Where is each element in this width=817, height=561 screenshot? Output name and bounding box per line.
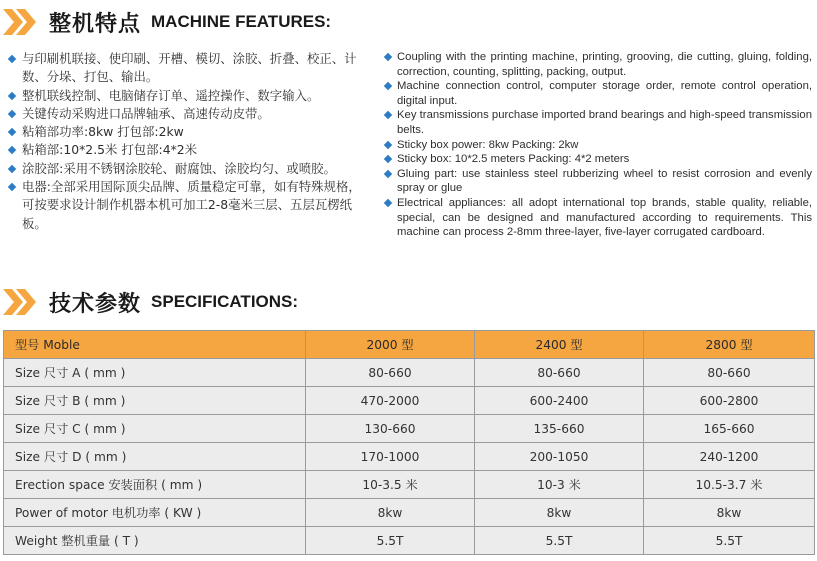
features-heading [0, 6, 331, 38]
table-cell: 80-660 [644, 359, 815, 387]
list-item: Sticky box: 10*2.5 meters Packing: 4*2 meters [384, 152, 812, 167]
list-item: 电器:全部采用国际顶尖品牌、质量稳定可靠，如有特殊规格，可按要求设计制作机器本机可加工2-8毫米三层、五层瓦楞纸板。 [8, 178, 373, 233]
table-cell: Power of motor 电机功率 ( KW ) [4, 499, 306, 527]
features-title-en: MACHINE FEATURES: [151, 12, 332, 31]
list-item: Machine connection control, computer storage order, remote control operation, digital input. [384, 79, 812, 108]
table-cell: 10-3 米 [475, 471, 644, 499]
bullet-diamond-icon [8, 146, 16, 154]
table-row [4, 415, 815, 443]
table-cell: 130-660 [306, 415, 475, 443]
bullet-diamond-icon [8, 165, 16, 173]
bullet-diamond-icon [384, 170, 392, 178]
bullet-diamond-icon [384, 82, 392, 90]
table-cell: 80-660 [306, 359, 475, 387]
list-item: 粘箱部:10*2.5米 打包部:4*2米 [8, 141, 373, 159]
table-cell: 10-3.5 米 [306, 471, 475, 499]
table-cell: 470-2000 [306, 387, 475, 415]
list-item: Electrical appliances: all adopt international top brands, stable quality, reliable, special, can be designed and manufactured according to requirements. This machine can process 2-8mm three-layer, five-layer corrugated cardboard. [384, 196, 812, 240]
table-cell: 135-660 [475, 415, 644, 443]
table-row [4, 387, 815, 415]
table-row [4, 527, 815, 555]
bullet-diamond-icon [384, 155, 392, 163]
table-cell: 170-1000 [306, 443, 475, 471]
bullet-diamond-icon [384, 53, 392, 61]
table-cell: 80-660 [475, 359, 644, 387]
specs-title-cn: 技术参数 [49, 291, 142, 317]
table-row [4, 443, 815, 471]
table-cell: 8kw [475, 499, 644, 527]
bullet-diamond-icon [8, 55, 16, 63]
table-cell: 600-2400 [475, 387, 644, 415]
table-header-cell: 型号 Moble [4, 331, 306, 359]
specs-title-en: SPECIFICATIONS: [151, 292, 299, 311]
table-cell: 165-660 [644, 415, 815, 443]
bullet-diamond-icon [384, 199, 392, 207]
table-row [4, 471, 815, 499]
list-item: 粘箱部功率:8kw 打包部:2kw [8, 123, 373, 141]
table-cell: Size 尺寸 D ( mm ) [4, 443, 306, 471]
table-cell: 10.5-3.7 米 [644, 471, 815, 499]
bullet-diamond-icon [384, 111, 392, 119]
table-cell: 5.5T [475, 527, 644, 555]
table-cell: Size 尺寸 A ( mm ) [4, 359, 306, 387]
list-item: Coupling with the printing machine, printing, grooving, die cutting, gluing, folding, correction, counting, splitting, packing, output. [384, 50, 812, 79]
list-item: Sticky box power: 8kw Packing: 2kw [384, 138, 812, 153]
double-chevron-icon [3, 6, 37, 38]
table-cell: 8kw [306, 499, 475, 527]
list-item: 关键传动采购进口品牌轴承、高速传动皮带。 [8, 105, 373, 123]
bullet-diamond-icon [384, 140, 392, 148]
list-item: Gluing part: use stainless steel rubberizing wheel to resist corrosion and evenly spray or glue [384, 167, 812, 196]
bullet-diamond-icon [8, 128, 16, 136]
table-cell: Erection space 安装面积 ( mm ) [4, 471, 306, 499]
table-header-row [4, 331, 815, 359]
table-header-cell: 2800 型 [644, 331, 815, 359]
features-list-cn [8, 50, 373, 233]
bullet-diamond-icon [8, 183, 16, 191]
table-header-cell: 2400 型 [475, 331, 644, 359]
table-cell: Weight 整机重量 ( T ) [4, 527, 306, 555]
features-list-en [384, 50, 812, 240]
table-cell: Size 尺寸 C ( mm ) [4, 415, 306, 443]
table-header-cell: 2000 型 [306, 331, 475, 359]
table-cell: 600-2800 [644, 387, 815, 415]
bullet-diamond-icon [8, 91, 16, 99]
list-item: Key transmissions purchase imported brand bearings and high-speed transmission belts. [384, 108, 812, 137]
table-cell: 8kw [644, 499, 815, 527]
features-title-cn: 整机特点 [49, 11, 142, 37]
list-item: 与印刷机联接、使印刷、开槽、模切、涂胶、折叠、校正、计数、分垛、打包、输出。 [8, 50, 373, 87]
specs-heading [0, 286, 298, 318]
table-cell: 5.5T [644, 527, 815, 555]
table-cell: Size 尺寸 B ( mm ) [4, 387, 306, 415]
table-cell: 5.5T [306, 527, 475, 555]
double-chevron-icon [3, 286, 37, 318]
bullet-diamond-icon [8, 110, 16, 118]
table-row [4, 499, 815, 527]
table-row [4, 359, 815, 387]
list-item: 整机联线控制、电脑储存订单、遥控操作、数字输入。 [8, 87, 373, 105]
specifications-table [3, 330, 815, 555]
table-cell: 240-1200 [644, 443, 815, 471]
table-cell: 200-1050 [475, 443, 644, 471]
list-item: 涂胶部:采用不锈钢涂胶轮、耐腐蚀、涂胶均匀、或喷胶。 [8, 160, 373, 178]
